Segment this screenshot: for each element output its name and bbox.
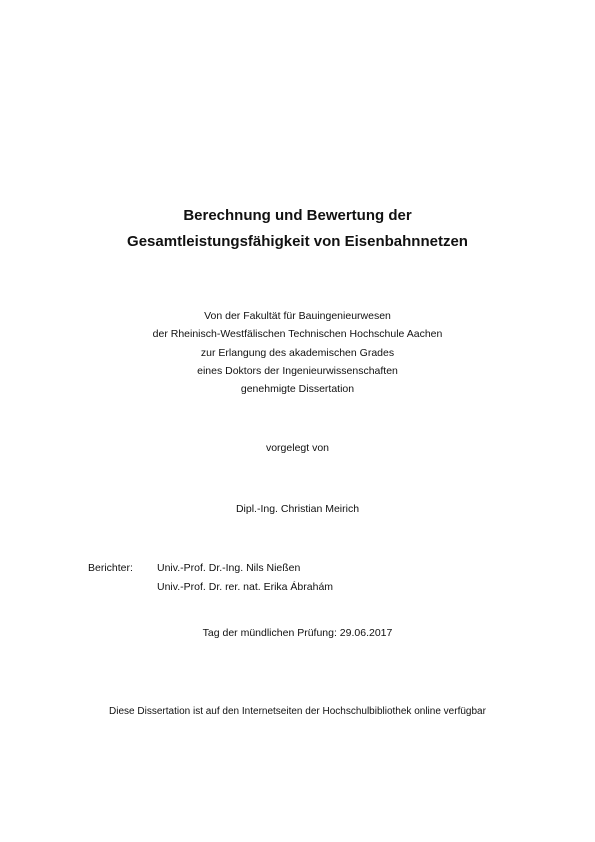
- submitted-by-label: vorgelegt von: [265, 442, 330, 454]
- author-name: Dipl.-Ing. Christian Meirich: [235, 503, 360, 515]
- faculty-line: Von der Fakultät für Bauingenieurwesen: [204, 310, 391, 322]
- faculty-line: der Rheinisch-Westfälischen Technischen Hochschule Aachen: [152, 328, 443, 341]
- title-line-2: Gesamtleistungsfähigkeit von Eisenbahnnetzen: [127, 233, 468, 250]
- faculty-line: eines Doktors der Ingenieurwissenschaften: [197, 364, 398, 377]
- referee-name: Univ.-Prof. Dr. rer. nat. Erika Ábrahám: [157, 581, 334, 593]
- referee-name: Univ.-Prof. Dr.-Ing. Nils Nießen: [157, 562, 301, 574]
- faculty-statement: [0, 307, 595, 398]
- availability-note: Diese Dissertation ist auf den Internetseiten der Hochschulbibliothek online verfügbar: [109, 706, 486, 717]
- faculty-line: genehmigte Dissertation: [240, 383, 355, 396]
- dissertation-title: [0, 203, 595, 255]
- title-line-1: Berechnung und Bewertung der: [183, 207, 412, 224]
- faculty-line: zur Erlangung des akademischen Grades: [200, 346, 395, 359]
- oral-exam-date: Tag der mündlichen Prüfung: 29.06.2017: [202, 627, 393, 639]
- referees-label: Berichter:: [88, 562, 133, 574]
